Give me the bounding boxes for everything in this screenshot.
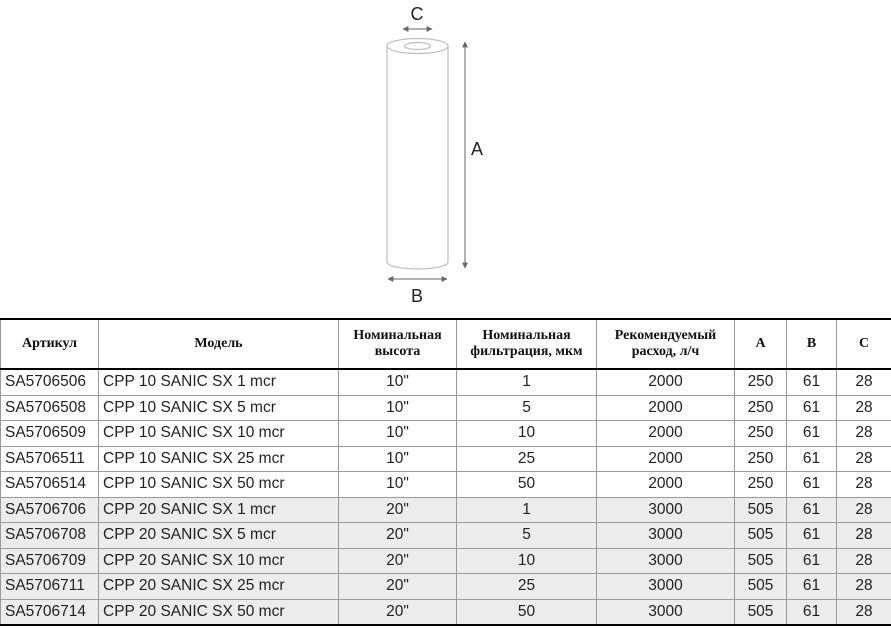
cartridge-cylinder — [387, 39, 448, 270]
cell-recommended-flow: 2000 — [597, 472, 735, 498]
cell-nominal-filtration: 10 — [457, 548, 597, 574]
cell-nominal-filtration: 25 — [457, 446, 597, 472]
cell-model: CPP 20 SANIC SX 1 mcr — [99, 497, 339, 523]
cell-recommended-flow: 3000 — [597, 548, 735, 574]
cell-c: 28 — [837, 599, 891, 625]
table-row — [1, 497, 891, 523]
cell-b: 61 — [787, 523, 837, 549]
cell-article: SA5706708 — [1, 523, 99, 549]
header-nominal-filtration: Номинальная фильтрация, мкм — [457, 319, 597, 369]
cell-article: SA5706714 — [1, 599, 99, 625]
table-row — [1, 369, 891, 395]
cell-nominal-height: 20" — [339, 523, 457, 549]
table-row — [1, 446, 891, 472]
cell-b: 61 — [787, 599, 837, 625]
cell-article: SA5706506 — [1, 369, 99, 395]
cell-b: 61 — [787, 446, 837, 472]
cell-b: 61 — [787, 548, 837, 574]
table-row — [1, 548, 891, 574]
cell-recommended-flow: 2000 — [597, 395, 735, 421]
cell-recommended-flow: 2000 — [597, 421, 735, 447]
cell-a: 505 — [735, 599, 787, 625]
cell-article: SA5706511 — [1, 446, 99, 472]
cell-nominal-filtration: 5 — [457, 523, 597, 549]
table-row — [1, 395, 891, 421]
dimension-c-label: C — [410, 4, 424, 24]
cell-b: 61 — [787, 497, 837, 523]
cell-recommended-flow: 3000 — [597, 599, 735, 625]
cell-recommended-flow: 3000 — [597, 497, 735, 523]
table-row — [1, 472, 891, 498]
header-recommended-flow: Рекомендуемый расход, л/ч — [597, 319, 735, 369]
cell-a: 250 — [735, 421, 787, 447]
cell-recommended-flow: 2000 — [597, 369, 735, 395]
cell-nominal-filtration: 50 — [457, 472, 597, 498]
cell-article: SA5706509 — [1, 421, 99, 447]
cell-nominal-filtration: 50 — [457, 599, 597, 625]
dimension-c — [403, 4, 432, 29]
dimension-b — [388, 279, 447, 306]
cell-c: 28 — [837, 421, 891, 447]
cell-model: CPP 20 SANIC SX 25 mcr — [99, 574, 339, 600]
cell-nominal-height: 20" — [339, 497, 457, 523]
cell-model: CPP 20 SANIC SX 50 mcr — [99, 599, 339, 625]
cell-model: CPP 10 SANIC SX 5 mcr — [99, 395, 339, 421]
cell-model: CPP 20 SANIC SX 10 mcr — [99, 548, 339, 574]
cell-nominal-filtration: 1 — [457, 369, 597, 395]
cell-a: 505 — [735, 574, 787, 600]
cell-b: 61 — [787, 574, 837, 600]
dimension-a — [465, 42, 483, 268]
cell-c: 28 — [837, 574, 891, 600]
table-row — [1, 574, 891, 600]
specs-table — [0, 318, 891, 626]
table-row — [1, 523, 891, 549]
cell-c: 28 — [837, 472, 891, 498]
header-c: C — [837, 319, 891, 369]
cell-nominal-filtration: 10 — [457, 421, 597, 447]
cell-c: 28 — [837, 523, 891, 549]
cell-c: 28 — [837, 548, 891, 574]
cell-c: 28 — [837, 446, 891, 472]
cell-nominal-height: 10" — [339, 472, 457, 498]
cell-a: 505 — [735, 523, 787, 549]
table-row — [1, 421, 891, 447]
cell-article: SA5706508 — [1, 395, 99, 421]
cell-b: 61 — [787, 369, 837, 395]
cell-a: 505 — [735, 548, 787, 574]
cell-nominal-height: 10" — [339, 421, 457, 447]
table-header-row — [1, 319, 891, 369]
cell-model: CPP 10 SANIC SX 1 mcr — [99, 369, 339, 395]
cell-nominal-filtration: 1 — [457, 497, 597, 523]
cell-c: 28 — [837, 369, 891, 395]
cell-model: CPP 10 SANIC SX 10 mcr — [99, 421, 339, 447]
cell-nominal-height: 20" — [339, 574, 457, 600]
cell-b: 61 — [787, 395, 837, 421]
cell-nominal-height: 10" — [339, 369, 457, 395]
cell-model: CPP 10 SANIC SX 25 mcr — [99, 446, 339, 472]
cell-a: 505 — [735, 497, 787, 523]
cell-model: CPP 20 SANIC SX 5 mcr — [99, 523, 339, 549]
cell-nominal-height: 20" — [339, 599, 457, 625]
cell-nominal-filtration: 5 — [457, 395, 597, 421]
cell-nominal-filtration: 25 — [457, 574, 597, 600]
table-row — [1, 599, 891, 625]
cell-b: 61 — [787, 421, 837, 447]
cell-b: 61 — [787, 472, 837, 498]
cell-a: 250 — [735, 472, 787, 498]
header-model: Модель — [99, 319, 339, 369]
dimension-a-label: A — [470, 139, 484, 159]
cell-article: SA5706709 — [1, 548, 99, 574]
cell-c: 28 — [837, 497, 891, 523]
cell-nominal-height: 20" — [339, 548, 457, 574]
cell-article: SA5706711 — [1, 574, 99, 600]
header-a: A — [735, 319, 787, 369]
cell-a: 250 — [735, 395, 787, 421]
header-article: Артикул — [1, 319, 99, 369]
cell-a: 250 — [735, 446, 787, 472]
dimension-b-label: B — [410, 286, 424, 306]
header-b: B — [787, 319, 837, 369]
cell-article: SA5706706 — [1, 497, 99, 523]
cell-a: 250 — [735, 369, 787, 395]
header-nominal-height: Номинальная высота — [339, 319, 457, 369]
cell-c: 28 — [837, 395, 891, 421]
cell-article: SA5706514 — [1, 472, 99, 498]
cell-nominal-height: 10" — [339, 446, 457, 472]
cell-recommended-flow: 3000 — [597, 523, 735, 549]
cell-model: CPP 10 SANIC SX 50 mcr — [99, 472, 339, 498]
cell-recommended-flow: 2000 — [597, 446, 735, 472]
cell-recommended-flow: 3000 — [597, 574, 735, 600]
cell-nominal-height: 10" — [339, 395, 457, 421]
